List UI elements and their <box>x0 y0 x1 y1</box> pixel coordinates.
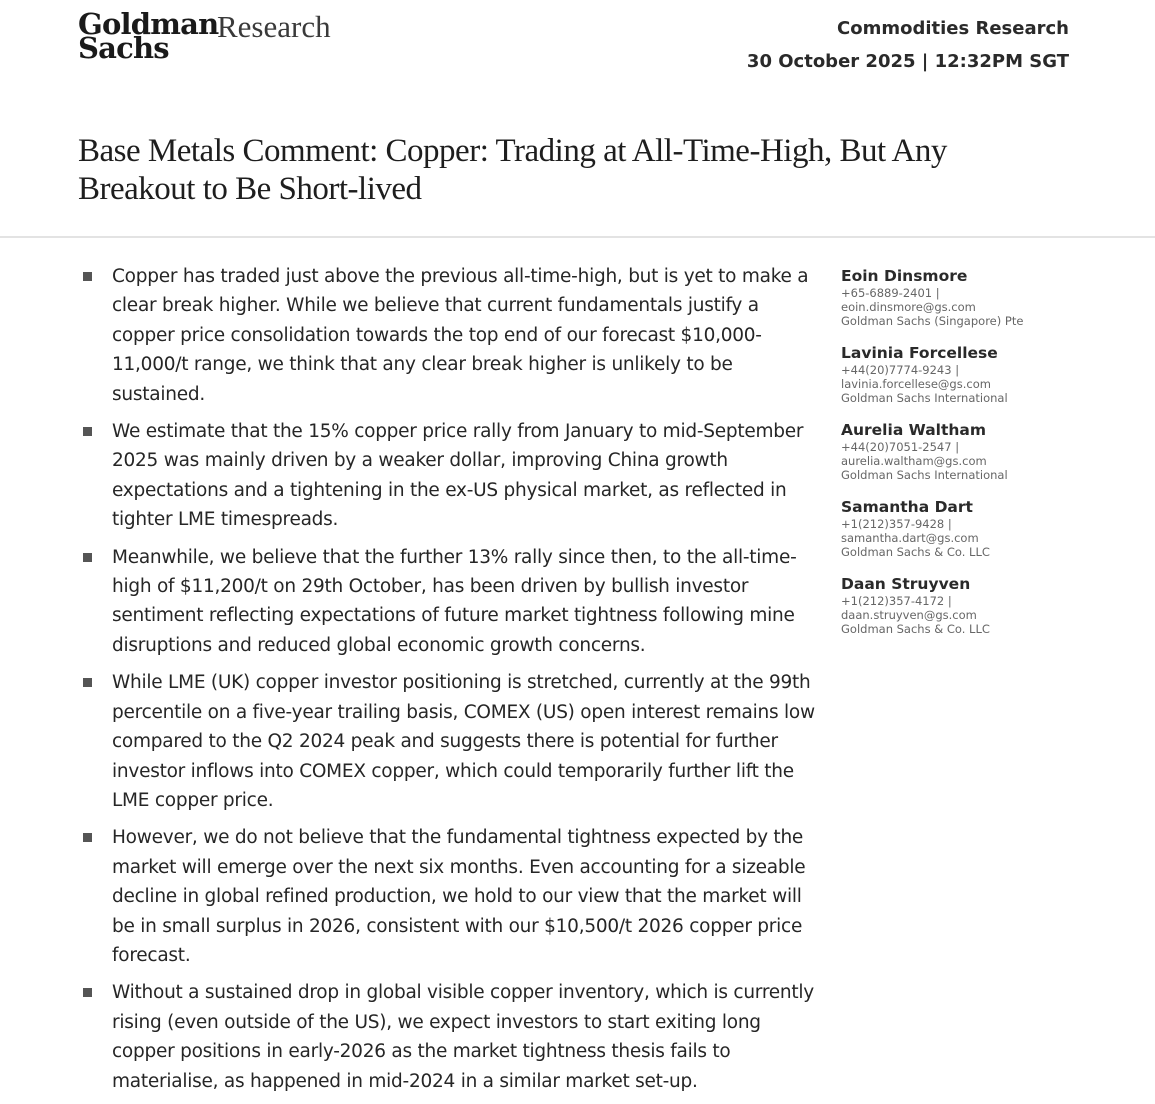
key-point-1 <box>78 262 818 409</box>
document-meta <box>747 12 1069 78</box>
square-bullet-icon <box>83 833 92 842</box>
square-bullet-icon <box>83 988 92 997</box>
author-entity: Goldman Sachs International <box>841 468 1008 482</box>
key-point-text: However, we do not believe that the fundamental tightness expected by the market will emerge over the next six months. Even accounting for a sizeable decline in global refined production, we hold to our view that the market will be in small surplus in 2026, consistent with our $10,500/t 2026 copper price forecast. <box>112 827 806 966</box>
logo-line-goldman: Goldman <box>78 7 219 41</box>
author-card <box>841 574 1141 636</box>
logo-research-label: Research <box>217 9 331 44</box>
publish-datetime: 30 October 2025 | 12:32PM SGT <box>746 51 1069 72</box>
key-point-4 <box>78 668 818 815</box>
author-entity: Goldman Sachs & Co. LLC <box>841 622 990 636</box>
key-point-text: Meanwhile, we believe that the further 13% rally since then, to the all-time-high of $11,200/t on 29th October, has been driven by bullish investor sentiment reflecting expectations of future market tightness following mine disruptions and reduced global economic growth concerns. <box>112 546 797 656</box>
author-email-link[interactable]: samantha.dart@gs.com <box>841 531 979 545</box>
author-phone: +1(212)357-4172 | <box>841 594 952 608</box>
key-point-text: While LME (UK) copper investor positioning is stretched, currently at the 99th percentile on a five-year trailing basis, COMEX (US) open interest remains low compared to the Q2 2024 peak and suggests there is potential for further investor inflows into COMEX copper, which could temporarily further lift the LME copper price. <box>112 672 815 811</box>
author-email-link[interactable]: eoin.dinsmore@gs.com <box>841 300 976 314</box>
author-phone: +44(20)7051-2547 | <box>841 440 960 454</box>
department-label: Commodities Research <box>837 18 1069 39</box>
key-point-text: We estimate that the 15% copper price rally from January to mid-September 2025 was mainly driven by a weaker dollar, improving China growth expectations and a tightening in the ex-US physical market, as reflected in tighter LME timespreads. <box>112 421 804 531</box>
author-entity: Goldman Sachs (Singapore) Pte <box>841 314 1024 328</box>
key-point-5 <box>78 823 818 970</box>
title-line-2: Breakout to Be Short-lived <box>78 171 422 207</box>
author-name: Lavinia Forcellese <box>841 344 998 362</box>
author-name: Eoin Dinsmore <box>841 267 968 285</box>
square-bullet-icon <box>83 678 92 687</box>
author-email-link[interactable]: aurelia.waltham@gs.com <box>841 454 987 468</box>
author-email-link[interactable]: daan.struyven@gs.com <box>841 608 977 622</box>
report-title <box>78 132 978 208</box>
key-point-3 <box>78 543 818 661</box>
authors-sidebar <box>841 266 1141 651</box>
key-point-text: Without a sustained drop in global visible copper inventory, which is currently rising (even outside of the US), we expect investors to start exiting long copper positions in early-2026 as the market tightness thesis fails to materialise, as happened in mid-2024 in a similar market set-up. <box>112 982 814 1092</box>
square-bullet-icon <box>83 553 92 562</box>
author-phone: +44(20)7774-9243 | <box>841 363 960 377</box>
author-name: Daan Struyven <box>841 575 971 593</box>
author-name: Aurelia Waltham <box>841 421 987 439</box>
author-phone: +1(212)357-9428 | <box>841 517 952 531</box>
author-card <box>841 497 1141 559</box>
key-point-2 <box>78 417 818 535</box>
report-header <box>0 0 1155 238</box>
goldman-sachs-logo[interactable] <box>78 7 219 65</box>
title-line-1: Base Metals Comment: Copper: Trading at All-Time-High, But Any <box>78 133 947 169</box>
author-name: Samantha Dart <box>841 498 973 516</box>
key-point-text: Copper has traded just above the previous all-time-high, but is yet to make a clear break higher. While we believe that current fundamentals justify a copper price consolidation towards the top end of our forecast $10,000-11,000/t range, we think that any clear break higher is unlikely to be sustained. <box>112 266 809 405</box>
square-bullet-icon <box>83 272 92 281</box>
author-phone: +65-6889-2401 | <box>841 286 940 300</box>
square-bullet-icon <box>83 427 92 436</box>
author-card <box>841 266 1141 328</box>
author-entity: Goldman Sachs International <box>841 391 1008 405</box>
logo-line-sachs: Sachs <box>78 31 169 65</box>
author-card <box>841 343 1141 405</box>
author-email-link[interactable]: lavinia.forcellese@gs.com <box>841 377 991 391</box>
key-point-6 <box>78 978 818 1096</box>
key-points-list <box>78 262 818 1104</box>
author-entity: Goldman Sachs & Co. LLC <box>841 545 990 559</box>
author-card <box>841 420 1141 482</box>
